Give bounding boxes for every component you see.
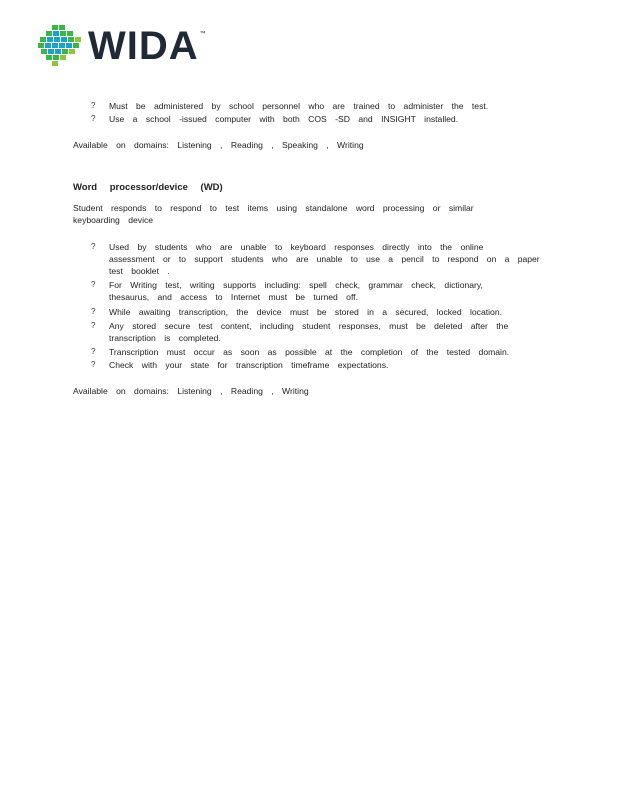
wida-logo xyxy=(38,25,206,67)
bullet-text: transcription is completed. xyxy=(109,333,221,343)
bullet-text: While awaiting transcription, the device must be stored in a secured, locked location. xyxy=(109,307,502,317)
bullet-text: For Writing test, writing supports including: spell check, grammar check, dictionary, xyxy=(109,280,483,290)
bullet-marker: ? xyxy=(91,101,96,110)
section-description: keyboarding device xyxy=(73,215,154,225)
bullet-text: Check with your state for transcription timeframe expectations. xyxy=(109,360,389,370)
bullet-text: Transcription must occur as soon as possible at the completion of the tested domain. xyxy=(109,347,510,357)
bullet-marker: ? xyxy=(91,347,96,356)
bullet-marker: ? xyxy=(91,242,96,251)
section-description: Student responds to respond to test items using standalone word processing or similar xyxy=(73,203,474,213)
bullet-text: Used by students who are unable to keyboard responses directly into the online xyxy=(109,242,484,252)
bullet-text: thesaurus, and access to Internet must be turned off. xyxy=(109,292,358,302)
bullet-marker: ? xyxy=(91,114,96,123)
bullet-marker: ? xyxy=(91,280,96,289)
bullet-text: Must be administered by school personnel who are trained to administer the test. xyxy=(109,101,489,111)
bullet-text: assessment or to support students who are unable to use a pencil to respond on a paper xyxy=(109,254,540,264)
bullet-marker: ? xyxy=(91,321,96,330)
bullet-text: Use a school -issued computer with both COS -SD and INSIGHT installed. xyxy=(109,114,459,124)
bullet-marker: ? xyxy=(91,307,96,316)
wida-logo-text: WIDA xyxy=(88,24,199,68)
bullet-text: Any stored secure test content, including student responses, must be deleted after the xyxy=(109,321,509,331)
available-domains: Available on domains: Listening , Reading , Speaking , Writing xyxy=(73,140,364,150)
bullet-marker: ? xyxy=(91,360,96,369)
section-heading: Word processor/device (WD) xyxy=(73,182,223,193)
wida-logo-mark-icon xyxy=(38,25,82,67)
trademark-symbol: ™ xyxy=(199,31,206,37)
available-domains: Available on domains: Listening , Reading , Writing xyxy=(73,386,309,396)
bullet-text: test booklet . xyxy=(109,266,170,276)
